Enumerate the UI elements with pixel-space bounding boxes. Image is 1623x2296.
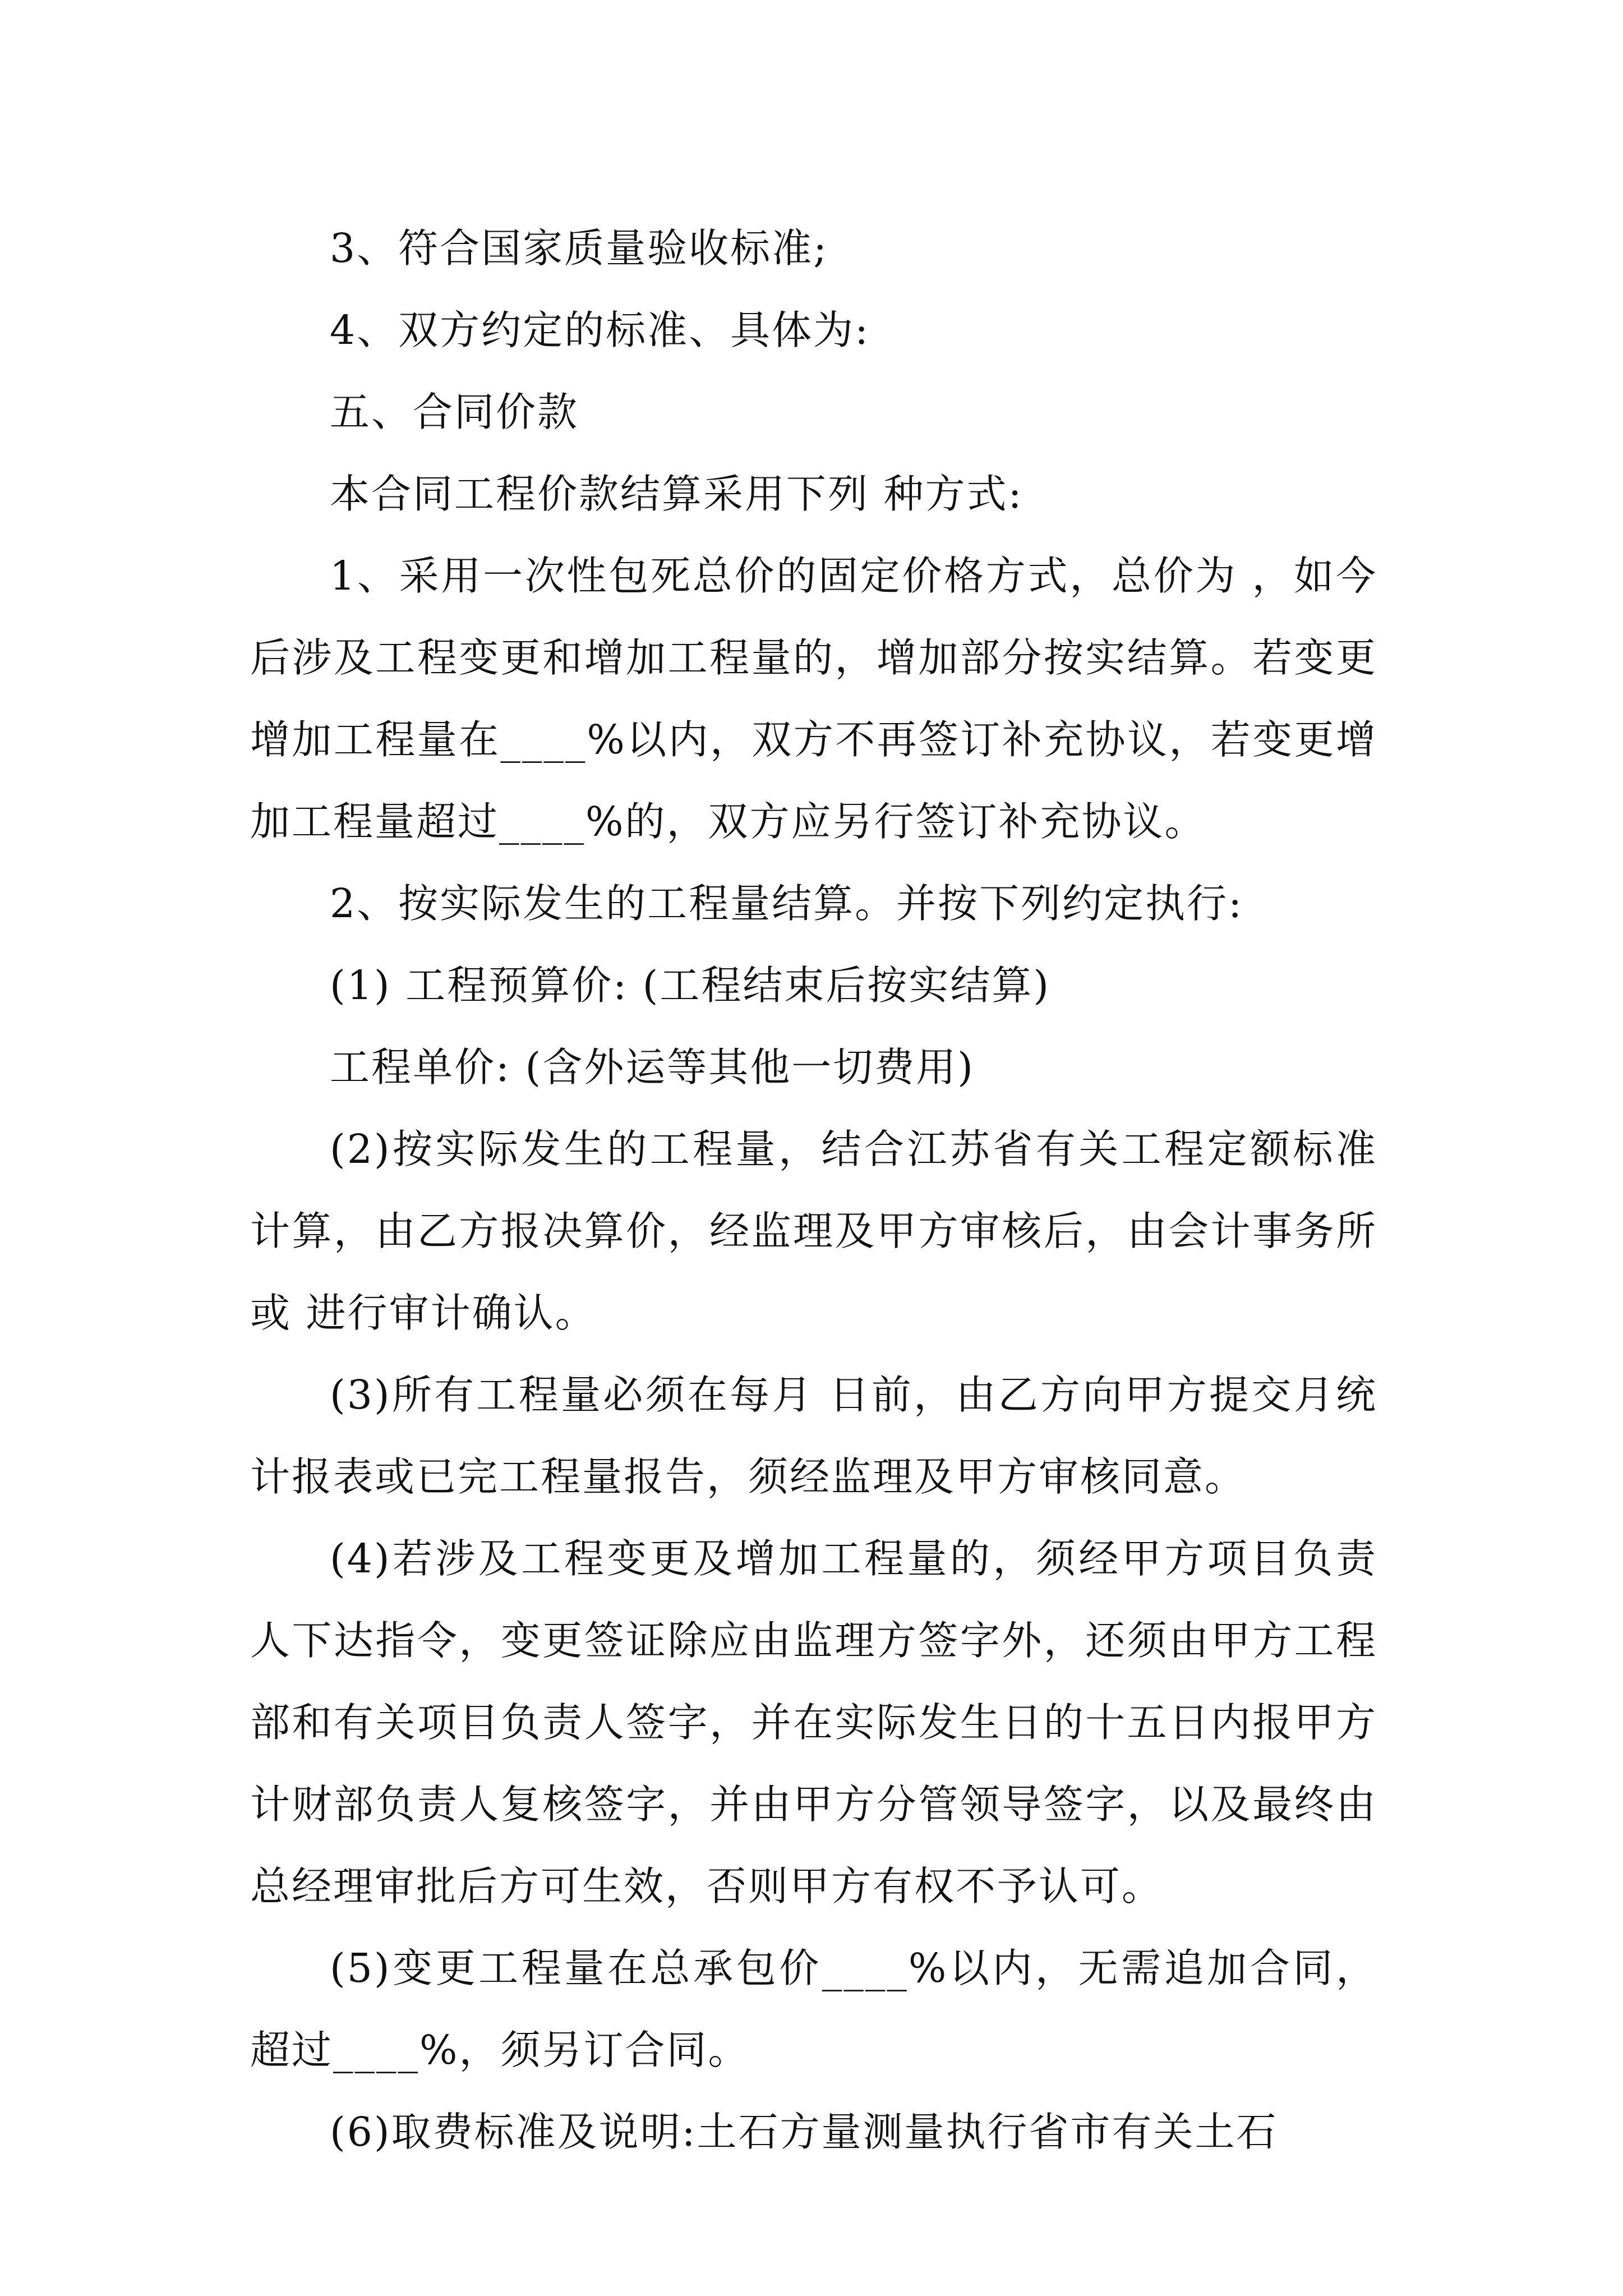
paragraph-actual-quantity: 2、按实际发生的工程量结算。并按下列约定执行: <box>330 880 1244 927</box>
paragraph-clause-5: (5)变更工程量在总承包价____%以内，无需追加合同，超过____%，须另订合同。 <box>250 1945 1377 2073</box>
paragraph-agreed-standard: 4、双方约定的标准、具体为: <box>330 307 870 353</box>
section-heading-contract-price: 五、合同价款 <box>330 389 579 435</box>
paragraph-budget-price: (1) 工程预算价: (工程结束后按实结算) <box>330 962 1051 1009</box>
paragraph-unit-price: 工程单价: (含外运等其他一切费用) <box>330 1044 975 1091</box>
paragraph-clause-6: (6)取费标准及说明:土石方量测量执行省市有关土石 <box>330 2109 1278 2155</box>
paragraph-clause-2: (2)按实际发生的工程量，结合江苏省有关工程定额标准计算，由乙方报决算价，经监理及甲方审核后，由会计事务所或 进行审计确认。 <box>250 1126 1377 1336</box>
paragraph-settlement-methods: 本合同工程价款结算采用下列 种方式: <box>330 471 1023 517</box>
paragraph-clause-3: (3)所有工程量必须在每月 日前，由乙方向甲方提交月统计报表或已完工程量报告，须经监理及甲方审核同意。 <box>250 1372 1377 1500</box>
document-body <box>250 208 1377 2173</box>
paragraph-clause-4: (4)若涉及工程变更及增加工程量的，须经甲方项目负责人下达指令，变更签证除应由监理方签字外，还须由甲方工程部和有关项目负责人签字，并在实际发生日的十五日内报甲方计财部负责人复核签字，并由甲方分管领导签字，以及最终由总经理审批后方可生效，否则甲方有权不予认可。 <box>250 1535 1377 1910</box>
paragraph-quality-standard: 3、符合国家质量验收标准; <box>330 225 829 272</box>
paragraph-fixed-price: 1、采用一次性包死总价的固定价格方式，总价为 ，如今后涉及工程变更和增加工程量的，增加部分按实结算。若变更增加工程量在____%以内，双方不再签订补充协议，若变更增加工程量超过____%的，双方应另行签订补充协议。 <box>250 553 1377 845</box>
